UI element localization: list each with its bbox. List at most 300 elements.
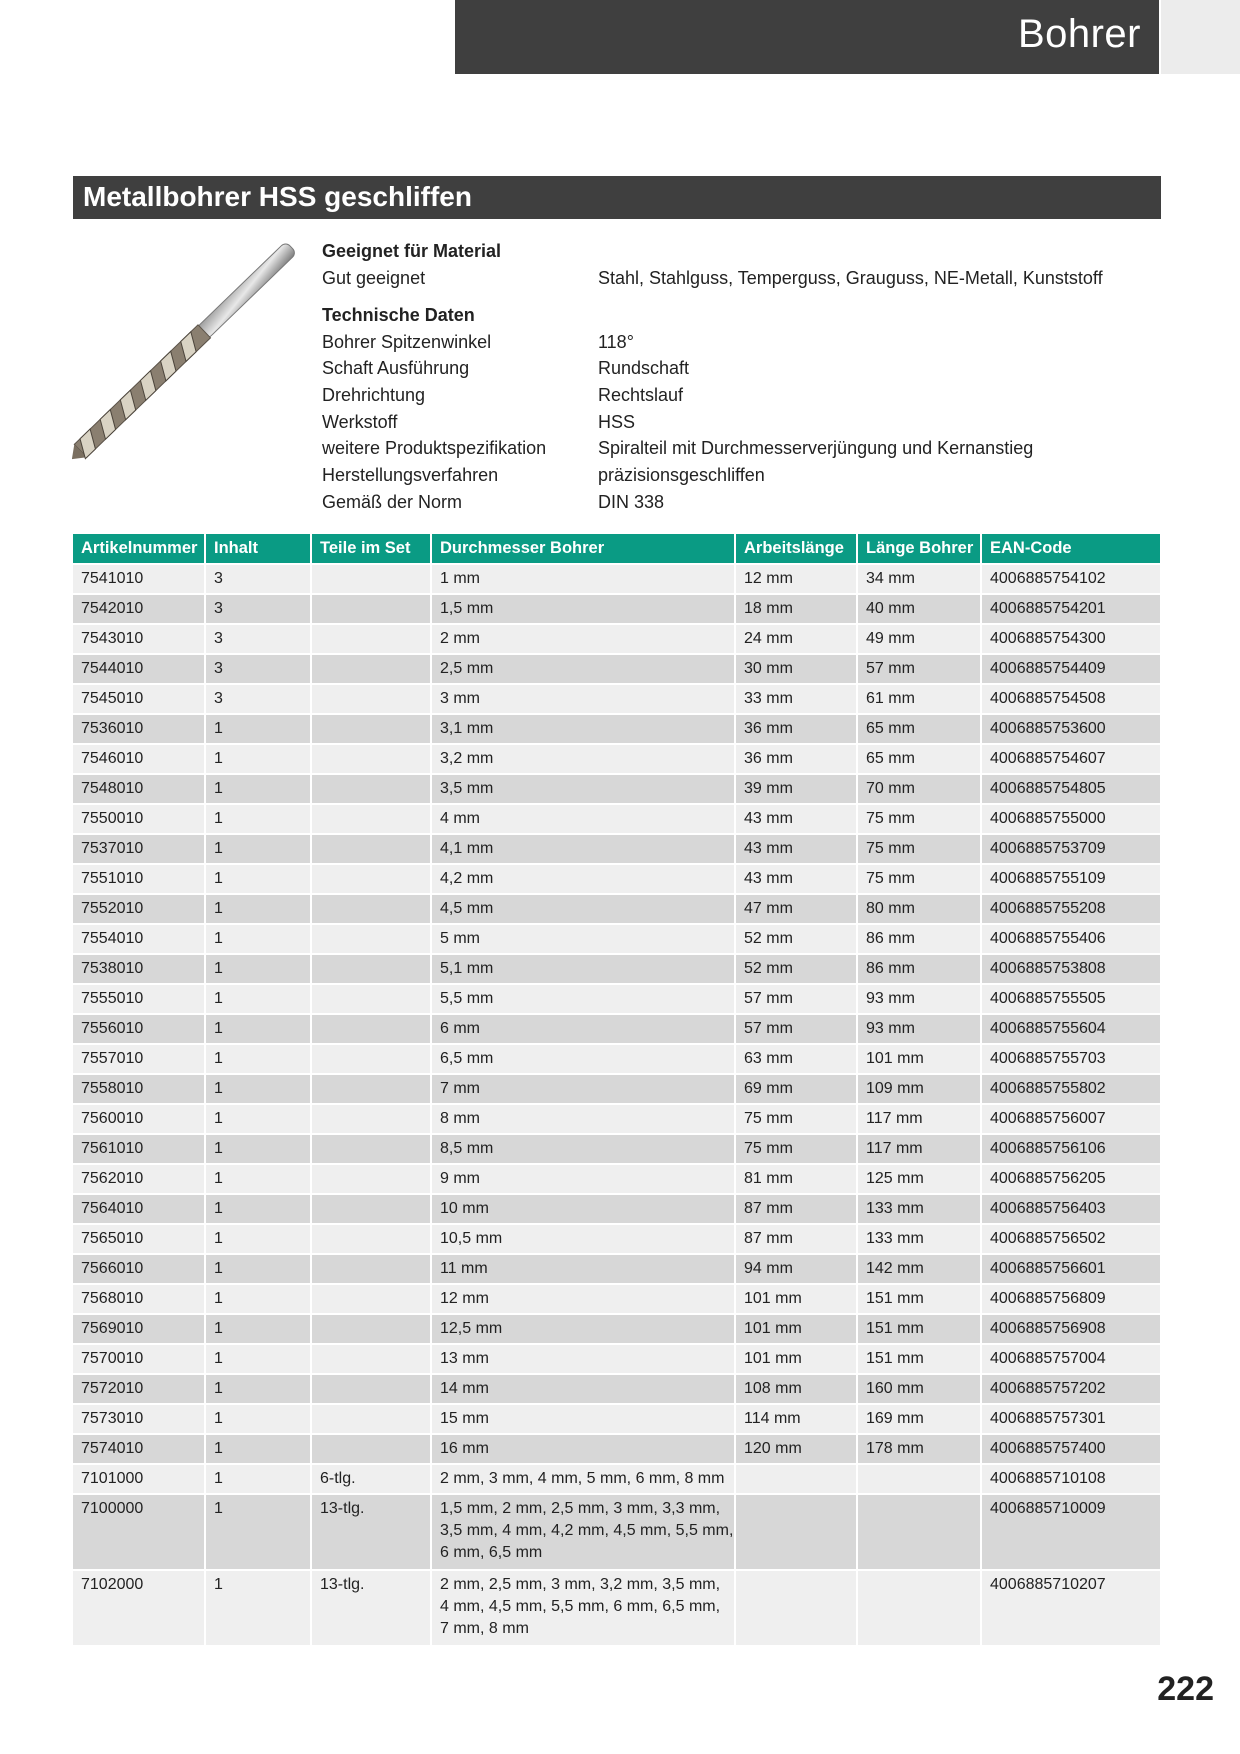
table-row <box>73 1404 1160 1434</box>
table-row <box>73 594 1160 624</box>
working-length-cell: 52 mm <box>735 954 857 984</box>
column-header: EAN-Code <box>981 534 1160 564</box>
article-number-cell: 7573010 <box>73 1404 205 1434</box>
technical-heading: Technische Daten <box>322 304 475 325</box>
spec-value: Rechtslauf <box>598 385 684 406</box>
diameter-cell: 14 mm <box>431 1374 735 1404</box>
article-number-cell: 7551010 <box>73 864 205 894</box>
quantity-cell: 1 <box>205 1134 311 1164</box>
working-length-cell: 30 mm <box>735 654 857 684</box>
ean-code-cell: 4006885756106 <box>981 1134 1160 1164</box>
total-length-cell: 86 mm <box>857 954 981 984</box>
table-row <box>73 984 1160 1014</box>
diameter-cell: 2 mm <box>431 624 735 654</box>
working-length-cell: 69 mm <box>735 1074 857 1104</box>
set-parts-cell <box>311 744 431 774</box>
table-row <box>73 1434 1160 1464</box>
set-parts-cell <box>311 1254 431 1284</box>
table-row <box>73 1134 1160 1164</box>
quantity-cell: 1 <box>205 1464 311 1494</box>
quantity-cell: 1 <box>205 984 311 1014</box>
article-number-cell: 7548010 <box>73 774 205 804</box>
table-row <box>73 684 1160 714</box>
diameter-cell: 12,5 mm <box>431 1314 735 1344</box>
diameter-cell: 3 mm <box>431 684 735 714</box>
article-number-cell: 7558010 <box>73 1074 205 1104</box>
total-length-cell: 75 mm <box>857 834 981 864</box>
diameter-cell: 2,5 mm <box>431 654 735 684</box>
table-row <box>73 804 1160 834</box>
diameter-cell: 1 mm <box>431 564 735 594</box>
ean-code-cell: 4006885757202 <box>981 1374 1160 1404</box>
table-row <box>73 834 1160 864</box>
working-length-cell: 36 mm <box>735 744 857 774</box>
article-number-cell: 7536010 <box>73 714 205 744</box>
diameter-cell: 4,5 mm <box>431 894 735 924</box>
total-length-cell: 75 mm <box>857 804 981 834</box>
total-length-cell: 70 mm <box>857 774 981 804</box>
set-parts-cell <box>311 1314 431 1344</box>
total-length-cell: 151 mm <box>857 1344 981 1374</box>
set-parts-cell: 13-tlg. <box>311 1570 431 1645</box>
ean-code-cell: 4006885755000 <box>981 804 1160 834</box>
ean-code-cell: 4006885710108 <box>981 1464 1160 1494</box>
total-length-cell: 109 mm <box>857 1074 981 1104</box>
column-header: Länge Bohrer <box>857 534 981 564</box>
spec-label: Herstellungsverfahren <box>322 465 499 486</box>
table-row <box>73 1284 1160 1314</box>
column-header: Durchmesser Bohrer <box>431 534 735 564</box>
total-length-cell: 49 mm <box>857 624 981 654</box>
set-parts-cell: 13-tlg. <box>311 1494 431 1570</box>
total-length-cell: 86 mm <box>857 924 981 954</box>
table-row <box>73 1254 1160 1284</box>
ean-code-cell: 4006885755604 <box>981 1014 1160 1044</box>
total-length-cell: 65 mm <box>857 744 981 774</box>
header-bar <box>455 0 1159 74</box>
ean-code-cell: 4006885755703 <box>981 1044 1160 1074</box>
set-parts-cell <box>311 1194 431 1224</box>
quantity-cell: 3 <box>205 564 311 594</box>
table-row <box>73 894 1160 924</box>
quantity-cell: 1 <box>205 1284 311 1314</box>
set-parts-cell <box>311 564 431 594</box>
table-row <box>73 924 1160 954</box>
total-length-cell: 101 mm <box>857 1044 981 1074</box>
total-length-cell: 65 mm <box>857 714 981 744</box>
table-row <box>73 654 1160 684</box>
quantity-cell: 1 <box>205 1314 311 1344</box>
ean-code-cell: 4006885754805 <box>981 774 1160 804</box>
table-header-row <box>73 534 1160 564</box>
total-length-cell: 57 mm <box>857 654 981 684</box>
working-length-cell <box>735 1464 857 1494</box>
table-body <box>73 564 1160 1645</box>
ean-code-cell: 4006885756809 <box>981 1284 1160 1314</box>
spec-label: Drehrichtung <box>322 385 426 406</box>
working-length-cell: 36 mm <box>735 714 857 744</box>
spec-row-norm <box>322 489 1142 516</box>
ean-code-cell: 4006885756205 <box>981 1164 1160 1194</box>
working-length-cell: 81 mm <box>735 1164 857 1194</box>
article-number-cell: 7566010 <box>73 1254 205 1284</box>
table-row <box>73 714 1160 744</box>
quantity-cell: 1 <box>205 1434 311 1464</box>
article-number-cell: 7568010 <box>73 1284 205 1314</box>
set-parts-cell <box>311 954 431 984</box>
ean-code-cell: 4006885710009 <box>981 1494 1160 1570</box>
diameter-cell: 13 mm <box>431 1344 735 1374</box>
article-number-cell: 7557010 <box>73 1044 205 1074</box>
table-row <box>73 774 1160 804</box>
quantity-cell: 1 <box>205 1494 311 1570</box>
working-length-cell: 114 mm <box>735 1404 857 1434</box>
table-row <box>73 864 1160 894</box>
quantity-cell: 1 <box>205 1404 311 1434</box>
spec-value: HSS <box>598 411 636 432</box>
diameter-cell: 4 mm <box>431 804 735 834</box>
diameter-cell: 8 mm <box>431 1104 735 1134</box>
header-title: Bohrer <box>1017 12 1141 56</box>
diameter-cell: 11 mm <box>431 1254 735 1284</box>
set-parts-cell <box>311 1434 431 1464</box>
diameter-cell: 10,5 mm <box>431 1224 735 1254</box>
material-value: Stahl, Stahlguss, Temperguss, Grauguss, NE-Metall, Kunststoff <box>598 268 1103 288</box>
ean-code-cell: 4006885753709 <box>981 834 1160 864</box>
diameter-cell: 10 mm <box>431 1194 735 1224</box>
working-length-cell: 52 mm <box>735 924 857 954</box>
diameter-cell: 4,1 mm <box>431 834 735 864</box>
working-length-cell: 75 mm <box>735 1104 857 1134</box>
diameter-cell: 16 mm <box>431 1434 735 1464</box>
spec-row-material <box>322 409 1142 436</box>
working-length-cell: 120 mm <box>735 1434 857 1464</box>
ean-code-cell: 4006885753600 <box>981 714 1160 744</box>
quantity-cell: 1 <box>205 714 311 744</box>
ean-code-cell: 4006885755505 <box>981 984 1160 1014</box>
table-row <box>73 624 1160 654</box>
ean-code-cell: 4006885754102 <box>981 564 1160 594</box>
diameter-cell: 9 mm <box>431 1164 735 1194</box>
working-length-cell: 43 mm <box>735 804 857 834</box>
ean-code-cell: 4006885756908 <box>981 1314 1160 1344</box>
spec-row-manufacturing <box>322 462 1142 489</box>
table-row <box>73 1464 1160 1494</box>
table-row <box>73 1344 1160 1374</box>
quantity-cell: 1 <box>205 1164 311 1194</box>
set-parts-cell <box>311 984 431 1014</box>
set-parts-cell <box>311 1104 431 1134</box>
article-number-cell: 7541010 <box>73 564 205 594</box>
quantity-cell: 3 <box>205 654 311 684</box>
working-length-cell: 33 mm <box>735 684 857 714</box>
ean-code-cell: 4006885756007 <box>981 1104 1160 1134</box>
article-number-cell: 7538010 <box>73 954 205 984</box>
quantity-cell: 1 <box>205 1374 311 1404</box>
ean-code-cell: 4006885755802 <box>981 1074 1160 1104</box>
section-bar <box>73 176 1161 219</box>
quantity-cell: 1 <box>205 1224 311 1254</box>
article-number-cell: 7101000 <box>73 1464 205 1494</box>
set-parts-cell <box>311 864 431 894</box>
article-number-cell: 7564010 <box>73 1194 205 1224</box>
diameter-cell: 1,5 mm, 2 mm, 2,5 mm, 3 mm, 3,3 mm, 3,5 mm, 4 mm, 4,2 mm, 4,5 mm, 5,5 mm, 6 mm, 6,5 mm <box>431 1494 735 1570</box>
quantity-cell: 1 <box>205 1254 311 1284</box>
working-length-cell <box>735 1494 857 1570</box>
article-number-cell: 7562010 <box>73 1164 205 1194</box>
quantity-cell: 1 <box>205 1570 311 1645</box>
article-number-cell: 7570010 <box>73 1344 205 1374</box>
ean-code-cell: 4006885755208 <box>981 894 1160 924</box>
spec-label: Werkstoff <box>322 411 398 432</box>
set-parts-cell: 6-tlg. <box>311 1464 431 1494</box>
spec-value: Rundschaft <box>598 358 690 379</box>
quantity-cell: 1 <box>205 1014 311 1044</box>
ean-code-cell: 4006885754300 <box>981 624 1160 654</box>
article-number-cell: 7569010 <box>73 1314 205 1344</box>
column-header: Artikelnummer <box>73 534 205 564</box>
working-length-cell: 39 mm <box>735 774 857 804</box>
table-row <box>73 1104 1160 1134</box>
article-number-cell: 7561010 <box>73 1134 205 1164</box>
table-row <box>73 1494 1160 1570</box>
table-row <box>73 954 1160 984</box>
spec-value: DIN 338 <box>598 491 665 512</box>
header-tab <box>1161 0 1240 74</box>
quantity-cell: 3 <box>205 624 311 654</box>
table-row <box>73 744 1160 774</box>
spec-value: 118° <box>598 331 634 352</box>
article-number-cell: 7565010 <box>73 1224 205 1254</box>
set-parts-cell <box>311 1374 431 1404</box>
total-length-cell: 160 mm <box>857 1374 981 1404</box>
total-length-cell: 117 mm <box>857 1134 981 1164</box>
diameter-cell: 12 mm <box>431 1284 735 1314</box>
set-parts-cell <box>311 1074 431 1104</box>
ean-code-cell: 4006885753808 <box>981 954 1160 984</box>
table-row <box>73 564 1160 594</box>
ean-code-cell: 4006885757301 <box>981 1404 1160 1434</box>
quantity-cell: 1 <box>205 804 311 834</box>
article-number-cell: 7550010 <box>73 804 205 834</box>
working-length-cell: 47 mm <box>735 894 857 924</box>
working-length-cell: 57 mm <box>735 1014 857 1044</box>
set-parts-cell <box>311 624 431 654</box>
diameter-cell: 3,2 mm <box>431 744 735 774</box>
drill-bit-image <box>72 236 302 460</box>
quantity-cell: 3 <box>205 594 311 624</box>
set-parts-cell <box>311 1404 431 1434</box>
total-length-cell <box>857 1570 981 1645</box>
quantity-cell: 1 <box>205 834 311 864</box>
spec-row-product-spec <box>322 435 1142 462</box>
spec-label: Schaft Ausführung <box>322 358 470 379</box>
quantity-cell: 1 <box>205 894 311 924</box>
working-length-cell: 43 mm <box>735 864 857 894</box>
ean-code-cell: 4006885756601 <box>981 1254 1160 1284</box>
product-table <box>73 534 1160 1645</box>
ean-code-cell: 4006885754201 <box>981 594 1160 624</box>
diameter-cell: 5,5 mm <box>431 984 735 1014</box>
column-header: Teile im Set <box>311 534 431 564</box>
total-length-cell: 142 mm <box>857 1254 981 1284</box>
total-length-cell: 93 mm <box>857 984 981 1014</box>
set-parts-cell <box>311 1164 431 1194</box>
table-row <box>73 1044 1160 1074</box>
diameter-cell: 6,5 mm <box>431 1044 735 1074</box>
article-number-cell: 7542010 <box>73 594 205 624</box>
diameter-cell: 5,1 mm <box>431 954 735 984</box>
table-row <box>73 1570 1160 1645</box>
set-parts-cell <box>311 1014 431 1044</box>
quantity-cell: 1 <box>205 954 311 984</box>
set-parts-cell <box>311 1344 431 1374</box>
diameter-cell: 7 mm <box>431 1074 735 1104</box>
set-parts-cell <box>311 684 431 714</box>
total-length-cell <box>857 1494 981 1570</box>
working-length-cell <box>735 1570 857 1645</box>
ean-code-cell: 4006885755109 <box>981 864 1160 894</box>
working-length-cell: 24 mm <box>735 624 857 654</box>
set-parts-cell <box>311 594 431 624</box>
table-row <box>73 1014 1160 1044</box>
article-number-cell: 7572010 <box>73 1374 205 1404</box>
working-length-cell: 57 mm <box>735 984 857 1014</box>
article-number-cell: 7102000 <box>73 1570 205 1645</box>
working-length-cell: 87 mm <box>735 1224 857 1254</box>
quantity-cell: 1 <box>205 1074 311 1104</box>
table-row <box>73 1074 1160 1104</box>
article-number-cell: 7574010 <box>73 1434 205 1464</box>
set-parts-cell <box>311 1134 431 1164</box>
ean-code-cell: 4006885756502 <box>981 1224 1160 1254</box>
total-length-cell: 75 mm <box>857 864 981 894</box>
total-length-cell: 169 mm <box>857 1404 981 1434</box>
total-length-cell: 133 mm <box>857 1194 981 1224</box>
quantity-cell: 1 <box>205 774 311 804</box>
diameter-cell: 6 mm <box>431 1014 735 1044</box>
set-parts-cell <box>311 894 431 924</box>
section-title: Metallbohrer HSS geschliffen <box>83 181 472 212</box>
set-parts-cell <box>311 804 431 834</box>
quantity-cell: 1 <box>205 1194 311 1224</box>
ean-code-cell: 4006885754508 <box>981 684 1160 714</box>
set-parts-cell <box>311 1284 431 1314</box>
quantity-cell: 3 <box>205 684 311 714</box>
diameter-cell: 3,1 mm <box>431 714 735 744</box>
spec-label: weitere Produktspezifikation <box>322 438 547 459</box>
ean-code-cell: 4006885757004 <box>981 1344 1160 1374</box>
column-header: Inhalt <box>205 534 311 564</box>
article-number-cell: 7546010 <box>73 744 205 774</box>
total-length-cell: 34 mm <box>857 564 981 594</box>
table-row <box>73 1224 1160 1254</box>
diameter-cell: 2 mm, 3 mm, 4 mm, 5 mm, 6 mm, 8 mm <box>431 1464 735 1494</box>
diameter-cell: 15 mm <box>431 1404 735 1434</box>
set-parts-cell <box>311 924 431 954</box>
article-number-cell: 7544010 <box>73 654 205 684</box>
set-parts-cell <box>311 654 431 684</box>
total-length-cell: 80 mm <box>857 894 981 924</box>
article-number-cell: 7554010 <box>73 924 205 954</box>
total-length-cell: 151 mm <box>857 1284 981 1314</box>
total-length-cell: 61 mm <box>857 684 981 714</box>
diameter-cell: 2 mm, 2,5 mm, 3 mm, 3,2 mm, 3,5 mm, 4 mm, 4,5 mm, 5,5 mm, 6 mm, 6,5 mm, 7 mm, 8 mm <box>431 1570 735 1645</box>
article-number-cell: 7537010 <box>73 834 205 864</box>
working-length-cell: 75 mm <box>735 1134 857 1164</box>
set-parts-cell <box>311 1224 431 1254</box>
quantity-cell: 1 <box>205 1344 311 1374</box>
article-number-cell: 7545010 <box>73 684 205 714</box>
diameter-cell: 4,2 mm <box>431 864 735 894</box>
spec-row-tip-angle <box>322 329 1142 356</box>
quantity-cell: 1 <box>205 1044 311 1074</box>
table-row <box>73 1314 1160 1344</box>
diameter-cell: 3,5 mm <box>431 774 735 804</box>
quantity-cell: 1 <box>205 924 311 954</box>
working-length-cell: 108 mm <box>735 1374 857 1404</box>
material-row <box>322 265 1142 292</box>
set-parts-cell <box>311 1044 431 1074</box>
article-number-cell: 7555010 <box>73 984 205 1014</box>
material-heading: Geeignet für Material <box>322 241 502 261</box>
set-parts-cell <box>311 714 431 744</box>
total-length-cell <box>857 1464 981 1494</box>
spec-label: Bohrer Spitzenwinkel <box>322 331 492 352</box>
spec-label: Gemäß der Norm <box>322 491 463 512</box>
specifications <box>322 238 1142 516</box>
article-number-cell: 7560010 <box>73 1104 205 1134</box>
table-row <box>73 1194 1160 1224</box>
total-length-cell: 133 mm <box>857 1224 981 1254</box>
working-length-cell: 18 mm <box>735 594 857 624</box>
table-row <box>73 1374 1160 1404</box>
working-length-cell: 101 mm <box>735 1344 857 1374</box>
ean-code-cell: 4006885757400 <box>981 1434 1160 1464</box>
ean-code-cell: 4006885756403 <box>981 1194 1160 1224</box>
working-length-cell: 94 mm <box>735 1254 857 1284</box>
spec-row-shank <box>322 355 1142 382</box>
article-number-cell: 7556010 <box>73 1014 205 1044</box>
table-row <box>73 1164 1160 1194</box>
ean-code-cell: 4006885710207 <box>981 1570 1160 1645</box>
column-header: Arbeitslänge <box>735 534 857 564</box>
ean-code-cell: 4006885755406 <box>981 924 1160 954</box>
page-number: 222 <box>1157 1670 1214 1708</box>
total-length-cell: 125 mm <box>857 1164 981 1194</box>
working-length-cell: 63 mm <box>735 1044 857 1074</box>
spec-value: Spiralteil mit Durchmesserverjüngung und Kernanstieg <box>598 438 1034 459</box>
diameter-cell: 5 mm <box>431 924 735 954</box>
working-length-cell: 101 mm <box>735 1284 857 1314</box>
diameter-cell: 8,5 mm <box>431 1134 735 1164</box>
article-number-cell: 7543010 <box>73 624 205 654</box>
quantity-cell: 1 <box>205 744 311 774</box>
total-length-cell: 151 mm <box>857 1314 981 1344</box>
ean-code-cell: 4006885754607 <box>981 744 1160 774</box>
spec-value: präzisionsgeschliffen <box>598 465 765 486</box>
spec-row-rotation <box>322 382 1142 409</box>
total-length-cell: 178 mm <box>857 1434 981 1464</box>
quantity-cell: 1 <box>205 864 311 894</box>
set-parts-cell <box>311 834 431 864</box>
total-length-cell: 93 mm <box>857 1014 981 1044</box>
ean-code-cell: 4006885754409 <box>981 654 1160 684</box>
article-number-cell: 7100000 <box>73 1494 205 1570</box>
diameter-cell: 1,5 mm <box>431 594 735 624</box>
working-length-cell: 101 mm <box>735 1314 857 1344</box>
working-length-cell: 12 mm <box>735 564 857 594</box>
